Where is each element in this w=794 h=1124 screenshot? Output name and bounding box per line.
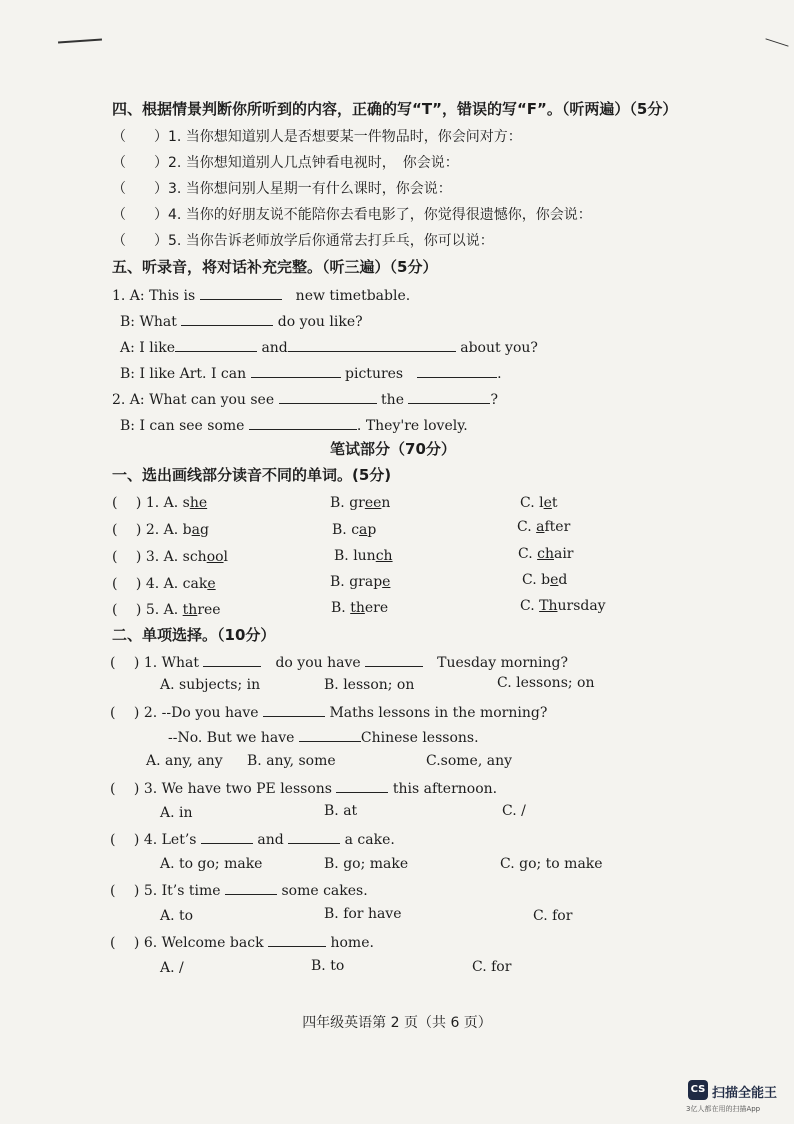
- mc-q2-reply: --No. But we have Chinese lessons.: [168, 727, 479, 747]
- blank[interactable]: [181, 311, 273, 326]
- dialog-1-line-c: A: I like and about you?: [120, 337, 538, 357]
- logo-tagline: 3亿人都在用的扫描App: [686, 1105, 761, 1113]
- blank[interactable]: [249, 415, 357, 430]
- blank[interactable]: [372, 337, 456, 352]
- phonics-row-3-b: B. lunch: [334, 548, 393, 564]
- sec4-item-2: （ ）2. 当你想知道别人几点钟看电视时， 你会说：: [112, 155, 459, 171]
- mc-q3-b[interactable]: B. at: [324, 803, 358, 819]
- sec4-item-4: （ ）4. 当你的好朋友说不能陪你去看电影了，你觉得很遗憾你，你会说：: [112, 207, 592, 223]
- dialog-1-line-b: B: What do you like?: [120, 311, 363, 331]
- phonics-row-3-c: C. chair: [518, 546, 574, 562]
- section-4-title: 四、根据情景判断你所听到的内容，正确的写“T”，错误的写“F”。（听两遍）（5分）: [112, 100, 678, 118]
- dialog-2-line-b: B: I can see some . They're lovely.: [120, 415, 468, 435]
- sec4-item-1: （ ）1. 当你想知道别人是否想要某一件物品时，你会问对方：: [112, 129, 522, 145]
- mc-q1-b[interactable]: B. lesson; on: [324, 677, 415, 693]
- mc-q5-c[interactable]: C. for: [533, 908, 573, 924]
- mc-q6-a[interactable]: A. /: [160, 960, 184, 976]
- mc-q3-c[interactable]: C. /: [502, 803, 526, 819]
- page-footer: 四年级英语第 2 页（共 6 页）: [302, 1015, 492, 1031]
- blank[interactable]: [200, 285, 282, 300]
- blank[interactable]: [263, 702, 325, 717]
- phonics-row-5-b: B. there: [331, 600, 389, 616]
- phonics-row-5: ( ) 5. A. three: [112, 602, 221, 618]
- mc-q6-c[interactable]: C. for: [472, 959, 512, 975]
- blank[interactable]: [365, 652, 423, 667]
- mc-q4: ( ) 4. Let’s and a cake.: [110, 829, 395, 849]
- phonics-row-4-c: C. bed: [522, 572, 568, 588]
- blank[interactable]: [201, 829, 253, 844]
- section-5-title: 五、听录音，将对话补充完整。（听三遍）（5分）: [112, 258, 438, 276]
- mc-q5-b[interactable]: B. for have: [324, 906, 402, 922]
- phonics-row-2-c: C. after: [517, 519, 571, 535]
- phonics-row-4-b: B. grape: [330, 574, 391, 590]
- mc-q2-c[interactable]: C.some, any: [426, 753, 513, 769]
- mc-q3: ( ) 3. We have two PE lessons this afternoon.: [110, 778, 497, 798]
- mc-q6-b[interactable]: B. to: [311, 958, 345, 974]
- mc-q2-a[interactable]: A. any, any: [146, 753, 223, 769]
- mc-q4-a[interactable]: A. to go; make: [160, 856, 263, 872]
- mc-q2: ( ) 2. --Do you have Maths lessons in the morning?: [110, 702, 547, 722]
- cs-badge-icon: CS: [688, 1080, 708, 1100]
- phonics-row-2: ( ) 2. A. bag: [112, 522, 209, 538]
- sec4-item-5: （ ）5. 当你告诉老师放学后你通常去打乒乓，你可以说：: [112, 233, 494, 249]
- phonics-row-1-c: C. let: [520, 495, 558, 511]
- section-a-title: 一、选出画线部分读音不同的单词。(5分): [112, 466, 392, 484]
- blank[interactable]: [408, 389, 490, 404]
- blank[interactable]: [225, 880, 277, 895]
- blank[interactable]: [175, 337, 257, 352]
- phonics-row-1: ( ) 1. A. she: [112, 495, 208, 511]
- pen-mark: [58, 38, 102, 43]
- dialog-2-line-a: 2. A: What can you see the ?: [112, 389, 498, 409]
- blank[interactable]: [203, 652, 261, 667]
- pen-mark-right: [765, 38, 788, 46]
- mc-q1-c[interactable]: C. lessons; on: [497, 675, 595, 691]
- dialog-1-line-a: 1. A: This is new timetbable.: [112, 285, 410, 305]
- blank[interactable]: [251, 363, 341, 378]
- blank[interactable]: [288, 337, 372, 352]
- blank[interactable]: [299, 727, 361, 742]
- mc-q1: ( ) 1. What do you have Tuesday morning?: [110, 652, 568, 672]
- logo-name: 扫描全能王: [712, 1086, 778, 1101]
- dialog-1-line-d: B: I like Art. I can pictures .: [120, 363, 502, 383]
- phonics-row-1-b: B. green: [330, 495, 391, 511]
- phonics-row-3: ( ) 3. A. school: [112, 549, 229, 565]
- section-b-title: 二、单项选择。（10分）: [112, 626, 276, 644]
- mc-q6: ( ) 6. Welcome back home.: [110, 932, 374, 952]
- blank[interactable]: [288, 829, 340, 844]
- blank[interactable]: [336, 778, 388, 793]
- mc-q5-a[interactable]: A. to: [160, 908, 194, 924]
- mc-q4-c[interactable]: C. go; to make: [500, 856, 603, 872]
- sec4-item-3: （ ）3. 当你想问别人星期一有什么课时，你会说：: [112, 181, 452, 197]
- mc-q4-b[interactable]: B. go; make: [324, 856, 409, 872]
- written-part-title: 笔试部分（70分）: [330, 440, 456, 458]
- blank[interactable]: [279, 389, 377, 404]
- blank[interactable]: [417, 363, 497, 378]
- blank[interactable]: [268, 932, 326, 947]
- mc-q2-b[interactable]: B. any, some: [247, 753, 336, 769]
- phonics-row-2-b: B. cap: [332, 522, 377, 538]
- mc-q1-a[interactable]: A. subjects; in: [160, 677, 261, 693]
- mc-q3-a[interactable]: A. in: [160, 805, 193, 821]
- phonics-row-5-c: C. Thursday: [520, 598, 606, 614]
- phonics-row-4: ( ) 4. A. cake: [112, 576, 216, 592]
- mc-q5: ( ) 5. It’s time some cakes.: [110, 880, 368, 900]
